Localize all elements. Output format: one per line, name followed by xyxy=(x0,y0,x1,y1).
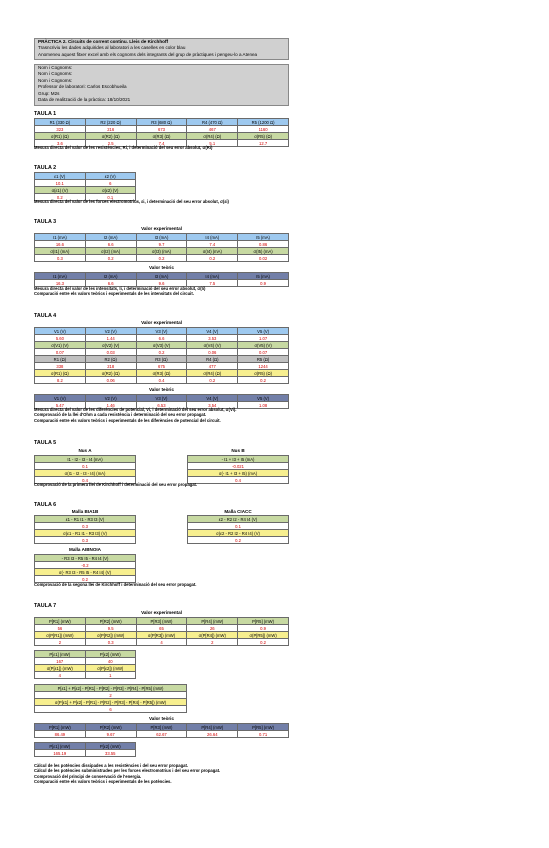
taula2-title: TAULA 2 xyxy=(34,165,57,171)
t4-h: V3 (V) xyxy=(136,395,187,402)
t2-h: ε1 (V) xyxy=(35,173,86,180)
t7-h: P[R5] (mW) xyxy=(238,724,289,731)
t4-h: R1 (Ω) xyxy=(35,356,86,363)
t4-h: V4 (V) xyxy=(187,328,238,335)
student-info-box xyxy=(34,64,289,106)
t4-h: R4 (Ω) xyxy=(187,356,238,363)
taula6-title: TAULA 6 xyxy=(34,502,57,508)
t3-v[interactable]: 6.6 xyxy=(85,280,136,287)
taula4-exp-table xyxy=(34,327,289,384)
t4-v[interactable]: 0.03 xyxy=(85,349,136,356)
t7-h: P[R3] (mW) xyxy=(136,618,187,625)
t3-h: I5 (mA) xyxy=(238,234,289,241)
name-line: Nom i Cognoms: xyxy=(38,71,73,77)
t3-v[interactable]: 9.6 xyxy=(136,280,187,287)
t7-h: P[ε1] (mW) xyxy=(35,743,86,750)
nus-a-caption: Nus A xyxy=(78,448,92,453)
name-line: Nom i Cognoms: xyxy=(38,77,73,83)
t4-v[interactable]: 1.46 xyxy=(85,402,136,409)
t4-v[interactable]: 0.06 xyxy=(85,377,136,384)
t3-h: I2 (mA) xyxy=(85,273,136,280)
t4-h: σ(V3) (V) xyxy=(136,342,187,349)
t4-v[interactable]: 0.2 xyxy=(136,349,187,356)
t5-h: I1 - I2 - I3 - I4 (mA) xyxy=(35,456,136,463)
t7-h: P[ε2] (mW) xyxy=(85,743,136,750)
taula4-title: TAULA 4 xyxy=(34,313,57,319)
t4-v[interactable]: 1244 xyxy=(238,363,289,370)
taula2-note: Mesura directa del valor de les forces electromotrius, εi, i determinació del seu error absolut, σ(εi) xyxy=(34,199,229,204)
t4-v[interactable]: 5.47 xyxy=(35,402,86,409)
taula7-balance-table xyxy=(34,684,187,713)
t7-v[interactable]: 0.9 xyxy=(238,625,289,632)
t4-v[interactable]: 218 xyxy=(85,363,136,370)
t3-v[interactable]: 0.2 xyxy=(85,255,136,262)
t4-h: σ(V1) (V) xyxy=(35,342,86,349)
t4-v[interactable]: 1.07 xyxy=(238,335,289,342)
t7-v[interactable]: 62.67 xyxy=(136,731,187,738)
t1-h: σ(R2) (Ω) xyxy=(85,133,136,140)
t3-h: I1 (mA) xyxy=(35,273,86,280)
t1-h: R5 (1200 Ω) xyxy=(238,119,289,126)
t4-h: R3 (Ω) xyxy=(136,356,187,363)
t7-v[interactable]: 9.67 xyxy=(85,731,136,738)
taula6-malla-a xyxy=(34,515,136,544)
t6-v[interactable]: 0.1 xyxy=(188,523,289,530)
t4-v[interactable]: 0.4 xyxy=(136,377,187,384)
t7-h: P[R5] (mW) xyxy=(238,618,289,625)
t7-h: σ(P[ε1] + P[ε2] - P[R1] - P[R2] - P[R3] - P[R4] - P[R5]) (mW) xyxy=(35,699,187,706)
t3-h: σ(I1) (mA) xyxy=(35,248,86,255)
t1-v[interactable]: 5.1 xyxy=(187,140,238,147)
taula7-teo-table xyxy=(34,723,289,738)
t7-h: P[ε1] + P[ε2] - P[R1] - P[R2] - P[R3] - P[R4] - P[R5] (mW) xyxy=(35,685,187,692)
t3-v[interactable]: 0.3 xyxy=(35,255,86,262)
t7-v[interactable]: 1 xyxy=(85,672,136,679)
t3-v[interactable]: 7.4 xyxy=(187,241,238,248)
t4-v[interactable]: 0.07 xyxy=(35,349,86,356)
t7-h: P[R1] (mW) xyxy=(35,724,86,731)
taula3-exp-table xyxy=(34,233,289,262)
t4-h: σ(V5) (V) xyxy=(238,342,289,349)
t6-v[interactable]: 0.3 xyxy=(35,523,136,530)
t6-v[interactable]: -0.2 xyxy=(35,562,136,569)
t1-h: σ(R1) (Ω) xyxy=(35,133,86,140)
t4-v[interactable]: 6.6 xyxy=(136,335,187,342)
taula7-teo-caption: Valor teòric xyxy=(148,716,175,721)
t7-v[interactable]: 4 xyxy=(136,639,187,646)
taula5-nus-b xyxy=(187,455,289,484)
t4-h: V1 (V) xyxy=(35,328,86,335)
t7-v[interactable]: 4 xyxy=(35,672,86,679)
taula3-note: Mesura directa del valor de les intensitats, Ii, i determinació del seu error absolut, σ(Ii) Comparació entre els valors teòrics i experimentals de les intensitats del circuit. xyxy=(34,286,206,297)
t1-h: R2 (220 Ω) xyxy=(85,119,136,126)
t3-v[interactable]: 0.2 xyxy=(136,255,187,262)
t2-h: σ(ε1) (V) xyxy=(35,187,86,194)
t4-v[interactable]: 338 xyxy=(35,363,86,370)
t1-h: R4 (470 Ω) xyxy=(187,119,238,126)
t7-v[interactable]: 40 xyxy=(85,658,136,665)
t4-v[interactable]: 0.2 xyxy=(187,377,238,384)
t4-h: σ(R1) (Ω) xyxy=(35,370,86,377)
t3-h: σ(I5) (mA) xyxy=(238,248,289,255)
t7-h: σ(P[ε2]) (mW) xyxy=(85,665,136,672)
t4-h: σ(R2) (Ω) xyxy=(85,370,136,377)
t7-v[interactable]: 56 xyxy=(35,625,86,632)
t3-v[interactable]: 0.02 xyxy=(238,255,289,262)
t7-v[interactable]: 65 xyxy=(136,625,187,632)
t7-h: P[R4] (mW) xyxy=(187,618,238,625)
taula4-teo-caption: Valor teòric xyxy=(148,387,175,392)
t5-v[interactable]: -0.021 xyxy=(188,463,289,470)
t4-h: σ(R4) (Ω) xyxy=(187,370,238,377)
t3-h: I2 (mA) xyxy=(85,234,136,241)
taula5-nus-a xyxy=(34,455,136,484)
t4-v[interactable]: 0.06 xyxy=(187,349,238,356)
taula6-malla-c xyxy=(187,515,289,544)
t1-v[interactable]: 7.4 xyxy=(136,140,187,147)
t3-v[interactable]: 0.86 xyxy=(238,241,289,248)
t4-h: σ(R3) (Ω) xyxy=(136,370,187,377)
t5-h: σ(I1 - I2 - I3 - I4) (mA) xyxy=(35,470,136,477)
instructions-line: Anomeneu aquest fitxer excel amb els cognoms dels integrants del grup de pràctiques i pengeu-lo a Atenea xyxy=(38,51,258,57)
t2-v[interactable]: 6 xyxy=(85,180,136,187)
t2-v[interactable]: 0.1 xyxy=(85,194,136,201)
t7-h: P[R2] (mW) xyxy=(85,724,136,731)
taula4-note: Mesura directa del valor de les diferències de potencial, Vi, i determinació del seu error absolut, σ(Vi). Comprovació de la llei d'Ohm a cada resistència i determinació del seu error propagat. Comparació entre els valors teòrics i experimentals de les diferències de potencial del circuit. xyxy=(34,407,237,423)
t4-h: V2 (V) xyxy=(85,395,136,402)
t4-h: V4 (V) xyxy=(187,395,238,402)
t4-v[interactable]: 1.44 xyxy=(85,335,136,342)
t7-v[interactable]: 0.71 xyxy=(238,731,289,738)
t7-h: σ(P[ε1]) (mW) xyxy=(35,665,86,672)
t7-h: σ(P[R5]) (mW) xyxy=(238,632,289,639)
t1-h: σ(R4) (Ω) xyxy=(187,133,238,140)
taula7-note: Càlcul de les potències dissipades a les resistències i del seu error propagat. Càlcul de les potències subministrades per les forces electromotrius i del seu error propagat. Comprovació del principi de conservació de l'energia. Comparació entre els valors teòrics i experimentals de les potències. xyxy=(34,763,221,785)
t1-v[interactable]: 2.5 xyxy=(85,140,136,147)
taula3-teo-table xyxy=(34,272,289,287)
t3-v[interactable]: 16.3 xyxy=(35,280,86,287)
taula1-note: Mesura directa del valor de les resistències, Ri, i determinació del seu error absolut, σ(Ri) xyxy=(34,145,213,150)
name-line: Nom i Cognoms: xyxy=(38,65,73,70)
t4-h: σ(V4) (V) xyxy=(187,342,238,349)
t2-h: σ(ε2) (V) xyxy=(85,187,136,194)
t4-v[interactable]: 477 xyxy=(187,363,238,370)
taula7-title: TAULA 7 xyxy=(34,603,57,609)
t6-h: - R3 I3 - R5 I5 - R4 I4 (V) xyxy=(35,555,136,562)
t4-h: R5 (Ω) xyxy=(238,356,289,363)
t1-h: σ(R3) (Ω) xyxy=(136,133,187,140)
t4-v[interactable]: 6.53 xyxy=(136,402,187,409)
t3-h: I5 (mA) xyxy=(238,273,289,280)
t1-v[interactable]: 216 xyxy=(85,126,136,133)
t5-h: σ(- I1 + I3 + I5) (mA) xyxy=(188,470,289,477)
t6-h: ε2 - R2 I2 - R4 I4 (V) xyxy=(188,516,289,523)
t7-v[interactable]: 2 xyxy=(35,692,187,699)
t1-h: σ(R5) (Ω) xyxy=(238,133,289,140)
t7-h: P[ε2] (mW) xyxy=(85,651,136,658)
taula3-teo-caption: Valor teòric xyxy=(148,265,175,270)
t3-v[interactable]: 0.2 xyxy=(187,255,238,262)
t7-h: σ(P[R4]) (mW) xyxy=(187,632,238,639)
t2-h: ε2 (V) xyxy=(85,173,136,180)
t7-h: P[R2] (mW) xyxy=(85,618,136,625)
taula1-table xyxy=(34,118,289,147)
taula3-title: TAULA 3 xyxy=(34,219,57,225)
instructions-line: Trasncriviu les dades adquirides al laboratori a les caselles en color blau xyxy=(38,45,186,51)
group-line: Grup: M2s xyxy=(38,90,60,96)
t4-v[interactable]: 8.2 xyxy=(35,377,86,384)
t3-v[interactable]: 7.5 xyxy=(187,280,238,287)
t6-v[interactable]: 0.3 xyxy=(35,537,136,544)
t7-v[interactable]: 26.64 xyxy=(187,731,238,738)
t3-v[interactable]: 9.7 xyxy=(136,241,187,248)
instructions-line: PRÀCTICA 2. Circuits de corrent continu. Lleis de Kirchhoff xyxy=(38,39,168,44)
t4-h: V2 (V) xyxy=(85,328,136,335)
t3-h: I4 (mA) xyxy=(187,234,238,241)
t7-h: P[R3] (mW) xyxy=(136,724,187,731)
t1-v[interactable]: 673 xyxy=(136,126,187,133)
t6-h: σ(ε2 - R2 I2 - R4 I4) (V) xyxy=(188,530,289,537)
t4-v[interactable]: 3.53 xyxy=(187,335,238,342)
date-line: Data de realització de la pràctica: 18/10/2021 xyxy=(38,97,131,103)
t3-h: I4 (mA) xyxy=(187,273,238,280)
t6-h: ε1 - R1 I1 - R3 I3 (V) xyxy=(35,516,136,523)
t6-h: σ(ε1 - R1 I1 - R3 I3) (V) xyxy=(35,530,136,537)
t7-h: P[ε1] (mW) xyxy=(35,651,86,658)
t1-h: R1 (330 Ω) xyxy=(35,119,86,126)
taula1-title: TAULA 1 xyxy=(34,111,57,117)
malla-c-caption: Malla CIACC xyxy=(224,509,252,514)
t1-v[interactable]: 1160 xyxy=(238,126,289,133)
t4-v[interactable]: 3.54 xyxy=(187,402,238,409)
instructions-box xyxy=(34,38,289,60)
taula6-malla-m xyxy=(34,554,136,583)
taula6-note: Comprovació de la segona llei de Kirchhoff i determinació del seu error propagat. xyxy=(34,582,197,587)
t5-v[interactable]: 0.4 xyxy=(188,477,289,484)
t7-v[interactable]: 165.19 xyxy=(35,750,86,757)
t4-v[interactable]: 1.08 xyxy=(238,402,289,409)
t7-v[interactable]: 86.49 xyxy=(35,731,86,738)
taula7-exp-caption: Valor experimental xyxy=(141,610,182,615)
t7-v[interactable]: 0.3 xyxy=(85,639,136,646)
t3-v[interactable]: 16.6 xyxy=(35,241,86,248)
t7-v[interactable]: 2 xyxy=(35,639,86,646)
t3-v[interactable]: 0.9 xyxy=(238,280,289,287)
t4-h: σ(V2) (V) xyxy=(85,342,136,349)
t4-v[interactable]: 5.60 xyxy=(35,335,86,342)
t7-v[interactable]: 0.2 xyxy=(238,639,289,646)
t1-v[interactable]: 3.6 xyxy=(35,140,86,147)
t4-h: V5 (V) xyxy=(238,395,289,402)
t5-v[interactable]: 0.1 xyxy=(35,463,136,470)
t1-v[interactable]: 12.7 xyxy=(238,140,289,147)
t4-h: R2 (Ω) xyxy=(85,356,136,363)
t1-v[interactable]: 323 xyxy=(35,126,86,133)
t3-h: I3 (mA) xyxy=(136,273,187,280)
t3-h: I3 (mA) xyxy=(136,234,187,241)
taula7-teo-emf-table xyxy=(34,742,136,757)
t4-h: σ(R5) (Ω) xyxy=(238,370,289,377)
t4-v[interactable]: 0.07 xyxy=(238,349,289,356)
t1-h: R3 (680 Ω) xyxy=(136,119,187,126)
t7-h: σ(P[R3]) (mW) xyxy=(136,632,187,639)
nus-b-caption: Nus B xyxy=(231,448,245,453)
taula5-note: Comprovació de la primera llei de Kirchhoff i determinació del seu error propagat. xyxy=(34,482,198,487)
t7-v[interactable]: 33.55 xyxy=(85,750,136,757)
t6-v[interactable]: 0.2 xyxy=(35,576,136,583)
t4-h: V3 (V) xyxy=(136,328,187,335)
t4-h: V5 (V) xyxy=(238,328,289,335)
taula7-exp-table xyxy=(34,617,289,646)
t4-v[interactable]: 0.2 xyxy=(238,377,289,384)
t7-v[interactable]: 2 xyxy=(187,639,238,646)
taula5-title: TAULA 5 xyxy=(34,440,57,446)
t5-h: - I1 + I3 + I5 (mA) xyxy=(188,456,289,463)
taula3-exp-caption: Valor experimental xyxy=(141,226,182,231)
t1-v[interactable]: 467 xyxy=(187,126,238,133)
t4-v[interactable]: 675 xyxy=(136,363,187,370)
t5-v[interactable]: 0.4 xyxy=(35,477,136,484)
t2-v[interactable]: 10.1 xyxy=(35,180,86,187)
professor-line: Professor de laboratori: Carlos Escobhueila xyxy=(38,84,127,90)
t7-h: P[R1] (mW) xyxy=(35,618,86,625)
t7-h: P[R4] (mW) xyxy=(187,724,238,731)
t2-v[interactable]: 0.2 xyxy=(35,194,86,201)
t7-v[interactable]: 6 xyxy=(35,706,187,713)
t6-v[interactable]: 0.2 xyxy=(188,537,289,544)
t4-h: V1 (V) xyxy=(35,395,86,402)
malla-a-caption: Malla BIA1B xyxy=(71,509,99,514)
t7-v[interactable]: 167 xyxy=(35,658,86,665)
taula2-table xyxy=(34,172,136,201)
taula4-exp-caption: Valor experimental xyxy=(141,320,182,325)
t7-v[interactable]: 9.5 xyxy=(85,625,136,632)
malla-m-caption: Malla AIBNOIA xyxy=(69,547,101,552)
t7-v[interactable]: 26 xyxy=(187,625,238,632)
t7-h: σ(P[R2]) (mW) xyxy=(85,632,136,639)
t3-h: σ(I2) (mA) xyxy=(85,248,136,255)
t6-h: σ(- R3 I3 - R5 I5 - R4 I4) (V) xyxy=(35,569,136,576)
t3-h: σ(I3) (mA) xyxy=(136,248,187,255)
t7-h: σ(P[R1]) (mW) xyxy=(35,632,86,639)
taula7-emf-table xyxy=(34,650,136,679)
t3-h: I1 (mA) xyxy=(35,234,86,241)
t3-v[interactable]: 6.6 xyxy=(85,241,136,248)
t3-h: σ(I4) (mA) xyxy=(187,248,238,255)
